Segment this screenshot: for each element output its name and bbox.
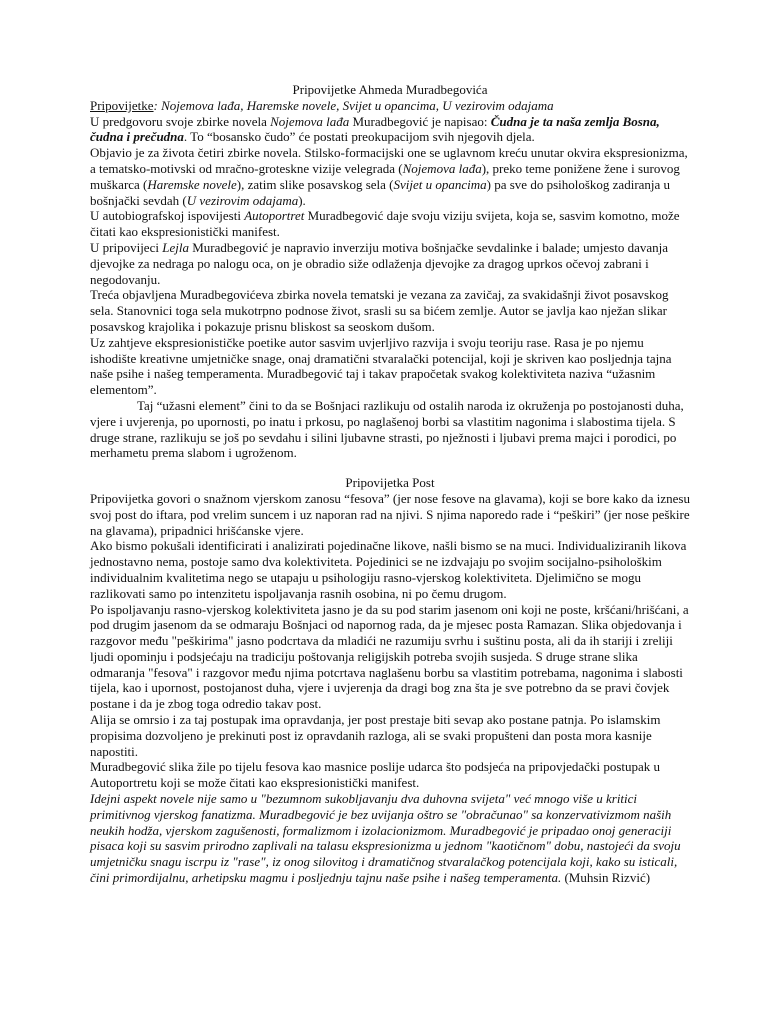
emphasized-quote: Čudna je ta naša zemlja Bosna, čudna i prečudna — [90, 113, 660, 145]
paragraph — [90, 712, 690, 759]
text-run: Objavio je za života četiri zbirke novela. Stilsko-formacijski one se uglavnom kreću unutar okvira ekspresionizma, a tematsko-motivski od mračno-groteskne vizije velegrada ( — [90, 145, 688, 176]
italic-text: U vezirovim odajama — [186, 192, 299, 208]
paragraph — [90, 398, 690, 461]
paragraph — [90, 759, 690, 791]
document-page — [90, 82, 690, 886]
text-run: Treća objavljena Muradbegovićeva zbirka novela tematski je vezana za zavičaj, za svakidašnji život posavskog sela. Stanovnici toga sela mukotrpno podnose život, srasli su sa bićem zemlje. Autor se javlja kao nježan slikar posavskog krajolika i pokazuje prisnu bliskost sa seoskom dušom. — [90, 287, 669, 334]
italic-text: Nojemova lađa — [402, 160, 482, 176]
essay-title: Pripovijetke Ahmeda Muradbegovića — [292, 82, 488, 97]
text-run: ), preko teme poniženе žene i surovog muškarca ( — [90, 160, 680, 192]
paragraph — [90, 538, 690, 601]
story-title: Pripovijetka Post — [345, 475, 435, 491]
italic-text: Nojemova lađa — [270, 113, 350, 129]
paragraph — [90, 287, 690, 334]
text-run: ) pa sve do psihološkog zadiranja u bošnjački sevdah ( — [90, 176, 671, 208]
italic-text: Autoportret — [244, 208, 305, 224]
italic-text: Haremske novele — [147, 176, 237, 192]
story-body — [90, 491, 690, 886]
text-run: Muradbegović daje svoju viziju svijeta, koja se, sasvim komotno, može čitati kao ekspresionistički manifest. — [90, 208, 680, 240]
italic-text: Idejni aspekt novele nije samo u "bezumnom sukobljavanju dva duhovna svijeta" već mnogo više u kritici primitivnog vjerskog fanatizma. Muradbegović je bez uvijanja oštro se "obračunao" sa konzervativizmom naših neukih hodža, vjerskom zagušenosti, formalizmom i izolacionizmom. Muradbegović je pripadao onoj generaciji pisaca koji su sasvim prirodno zaplivali na talasu ekspresionizma u jednom "kaotičnom" dobu, nastojeći da svoju umjetničku snagu iscrpu iz "rase", iz onog silovitog i dramatičnog stvaralačkog potencijala koji, kako su isticali, čini primordijalnu, arhetipsku magmu i posljednju tajnu naše psihe i našeg temperamenta. — [90, 791, 681, 886]
italic-text: Svijet u opancima — [393, 176, 487, 192]
paragraph — [90, 602, 690, 713]
text-run: Ako bismo pokušali identificirati i analizirati pojedinačne likove, našli bismo se na muci. Individualiziranih likova jednostavno nema, postoje samo dva kolektiviteta. Pojedinici se ne izdvajaju po svojim socijalno-psihološkim individualnim kvalitetima nego se utapaju u psihologiju rasno-vjerskog kolektiviteta. Djelimično se mogu razlikovati samo po intenzitetu ispoljavanja rasnih osobina, ni po čemu drugom. — [90, 538, 687, 601]
text-run: Muradbegović je napravio inverziju motiva bošnjačke sevdalinke i balade; umjesto davanja djevojke za nedraga po nalogu oca, on je obradio siže odlaženja djevojke za dragog uprkos očevoj zabrani i negodovanju. — [90, 239, 668, 287]
paragraph — [90, 491, 690, 538]
paragraph — [90, 240, 690, 287]
paragraph — [90, 114, 690, 146]
intro-line — [90, 98, 690, 114]
paragraph — [90, 335, 690, 398]
paragraph — [90, 208, 690, 240]
text-run: Muradbegović je napisao: — [349, 113, 491, 129]
italic-text: Lejla — [162, 239, 189, 255]
text-run: U predgovoru svoje zbirke novela — [90, 113, 271, 129]
intro-label: Pripovijetke — [90, 97, 154, 113]
text-run: ). — [298, 192, 306, 208]
text-run: Po ispoljavanju rasno-vjerskog kolektiviteta jasno je da su pod starim jasenom oni koji ne poste, kršćani/hrišćani, a pod drugim jasenom da se odmaraju Bošnjaci od napornog rada, da je mjesec posta Ramazan. Slika objedovanja i razgovor među "peškirima" jasno podcrtava da mladići ne razumiju svrhu i suštinu posta, ali da ih stariji i zreliji ljudi opominju i podsjećaju na tradiciju poštovanja religijskih potreba svojih susjeda. S druge strane slika odmaranja "fesova" i razgovor među njima potcrtava naglašenu borbu sa vlastitim potrebama, nagonima i slabosti tijela, kao i upornost, postojanost duha, vjere i uvjerenja da dragi bog zna šta je sve potrebno da se pravi čovjek postane i da je zbog toga odredio takav post. — [90, 601, 689, 712]
essay-body — [90, 114, 690, 462]
text-run: Taj “užasni element” čini to da se Bošnjaci razlikuju od ostalih naroda iz okruženja po postojanosti duha, vjere i uvjerenja, po upornosti, po inatu i prkosu, po naglašenoj borbi sa vlastitim nagonima i slabostima tijela. S druge strane, razlikuju se još po sevdahu i silini ljubavne strasti, po nježnosti i ljubavi prema majci i porodici, po merhametu prema slabom i ugroženom. — [90, 397, 684, 461]
text-run: U autobiografskoj ispovijesti — [90, 208, 245, 224]
intro-works-list: : Nojemova lađa, Haremske novele, Svijet u opancima, U vezirovim odajama — [153, 97, 554, 113]
text-run: Alija se omrsio i za taj postupak ima opravdanja, jer post prestaje biti sevap ako postane patnja. Po islamskim propisima dozvoljeno je prekinuti post iz opravdanih razloga, ali se svaki propušteni dan posta mora kasnije napostiti. — [90, 712, 661, 759]
paragraph — [90, 145, 690, 208]
text-run: . To “bosansko čudo” će postati preokupacijom svih njegovih djela. — [183, 129, 535, 145]
text-run: Uz zahtjeve ekspresionističke poetike autor sasvim uvjerljivo razvija i svoju teoriju rase. Rasa je po njemu ishodište kreativne umjetničke snage, onaj dramatični stvaralački potencijal, koji je skriven kao posljednja tajna naše psihe i našeg temperamenta. Muradbegović taj i takav prapočetak svakog kolektiviteta naziva “užasnim elementom”. — [90, 334, 672, 398]
text-run: U pripovijeci — [90, 239, 163, 255]
text-run: (Muhsin Rizvić) — [561, 870, 651, 886]
text-run: Pripovijetka govori o snažnom vjerskom zanosu “fesova” (jer nose fesove na glavama), koji se bore kako da iznesu svoj post do iftara, pod vrelim suncem i uz naporan rad na njivi. S njima naporedo rade i “peškiri” (jer nose peškire na glavama), pripadnici hrišćanske vjere. — [90, 490, 690, 538]
text-run: ), zatim slike posavskog sela ( — [236, 176, 394, 192]
paragraph — [90, 791, 690, 886]
text-run: Muradbegović slika žile po tijelu fesova kao masnice poslije udarca što podsjeća na pripovjedački postupak u Autoportretu koji se može čitati kao ekspresionistički manifest. — [90, 759, 661, 791]
